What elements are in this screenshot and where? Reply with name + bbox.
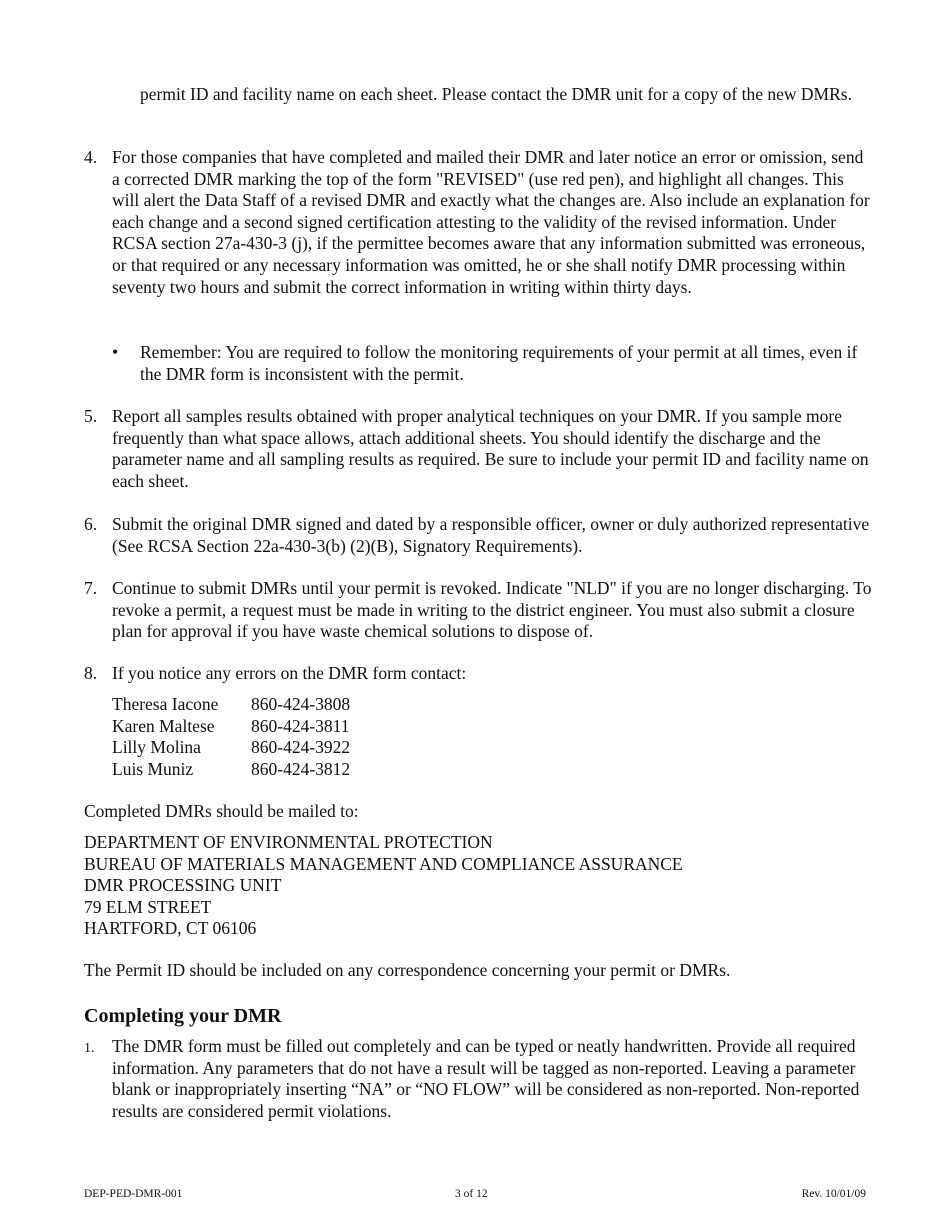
contact-phone: 860-424-3812 xyxy=(251,758,351,779)
reminder-bullet xyxy=(112,342,862,385)
list-item-number: 4. xyxy=(84,147,98,167)
address-line: 79 ELM STREET xyxy=(84,896,212,917)
address-line: BUREAU OF MATERIALS MANAGEMENT AND COMPLIANCE ASSURANCE xyxy=(84,853,683,874)
list-item-text: Submit the original DMR signed and dated by a responsible officer, owner or duly authorized representative (See RCSA Section 22a-430-3(b) (2)(B), Signatory Requirements). xyxy=(112,514,870,556)
footer-revision: Rev. 10/01/09 xyxy=(801,1188,866,1200)
mailing-address xyxy=(84,832,874,940)
completing-item-1 xyxy=(84,1036,874,1122)
reminder-text: Remember: You are required to follow the monitoring requirements of your permit at all times, even if the DMR form is inconsistent with the permit. xyxy=(140,342,858,384)
list-item-6 xyxy=(84,514,874,557)
footer-page-number: 3 of 12 xyxy=(455,1188,488,1200)
list-item-number: 6. xyxy=(84,514,98,534)
section-heading: Completing your DMR xyxy=(84,1005,282,1027)
list-item-number: 1. xyxy=(84,1041,95,1056)
permit-id-note: The Permit ID should be included on any correspondence concerning your permit or DMRs. xyxy=(84,960,731,980)
contact-row xyxy=(112,694,350,716)
contact-name: Lilly Molina xyxy=(112,737,201,758)
address-line: DMR PROCESSING UNIT xyxy=(84,875,282,896)
bullet-icon: • xyxy=(112,342,119,362)
contact-name: Theresa Iacone xyxy=(112,694,219,714)
list-item-text: The DMR form must be filled out completely and can be typed or neatly handwritten. Provide all required information. Any parameters that do not have a result will be tagged as non-reported. Leaving a parameter blank or inappropriately inserting “NA” or “NO FLOW” will be considered as non-reported. Non-reported results are considered permit violations. xyxy=(112,1036,860,1121)
list-item-7 xyxy=(84,578,874,643)
contact-phone: 860-424-3808 xyxy=(251,694,351,714)
contact-name: Karen Maltese xyxy=(112,715,215,736)
list-item-number: 8. xyxy=(84,663,98,683)
address-line: HARTFORD, CT 06106 xyxy=(84,918,257,939)
contact-name: Luis Muniz xyxy=(112,758,194,779)
list-item-number: 7. xyxy=(84,578,98,598)
list-item-text: For those companies that have completed and mailed their DMR and later notice an error or omission, send a corrected DMR marking the top of the form "REVISED" (use red pen), and highlight all changes. This will alert the Data Staff of a revised DMR and exactly what the changes are. Also include an explanation for each change and a second signed certification attesting to the validity of the revised information. Under RCSA section 27a-430-3 (j), if the permittee becomes aware that any information submitted was erroneous, or that required or any necessary information was omitted, he or she shall notify DMR processing within seventy two hours and submit the correct information in writing within thirty days. xyxy=(112,147,870,297)
list-item-text: Report all samples results obtained with proper analytical techniques on your DMR. If you sample more frequently than what space allows, attach additional sheets. You should identify the discharge and the parameter name and all sampling results as required. Be sure to include your permit ID and facility name on each sheet. xyxy=(112,406,869,491)
list-item-4 xyxy=(84,147,874,298)
list-item-5 xyxy=(84,406,874,492)
address-line: DEPARTMENT OF ENVIRONMENTAL PROTECTION xyxy=(84,832,493,852)
mailing-intro: Completed DMRs should be mailed to: xyxy=(84,801,359,821)
list-item-text: If you notice any errors on the DMR form contact: xyxy=(112,663,467,683)
footer-document-id: DEP-PED-DMR-001 xyxy=(84,1188,183,1200)
contact-row xyxy=(112,759,350,781)
contact-list xyxy=(112,694,350,780)
list-item-8 xyxy=(84,663,874,685)
list-item-number: 5. xyxy=(84,406,98,426)
continued-paragraph: permit ID and facility name on each sheet. Please contact the DMR unit for a copy of the new DMRs. xyxy=(140,84,852,104)
list-item-text: Continue to submit DMRs until your permit is revoked. Indicate "NLD" if you are no longer discharging. To revoke a permit, a request must be made in writing to the district engineer. You must also submit a closure plan for approval if you have waste chemical solutions to dispose of. xyxy=(112,578,872,642)
contact-phone: 860-424-3922 xyxy=(251,737,351,758)
contact-row xyxy=(112,737,350,759)
contact-row xyxy=(112,716,350,738)
contact-phone: 860-424-3811 xyxy=(251,715,350,736)
